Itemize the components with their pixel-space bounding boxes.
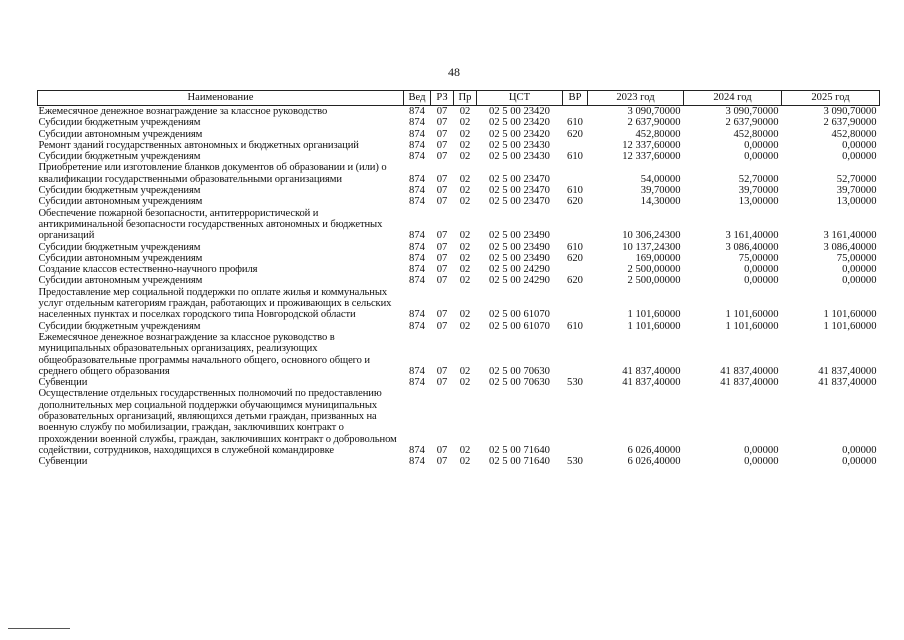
column-header-cst: ЦСТ [477, 91, 563, 106]
cell-name: Ежемесячное денежное вознаграждение за классное руководство в муниципальных образовательных организациях, реализующих общеобразовательные программы начального общего, основного общего и среднего общего образования [38, 331, 370, 377]
cell-rz: 07 [436, 185, 448, 197]
cell-rz: 07 [436, 128, 448, 140]
cell-ved: 874 [409, 106, 425, 117]
cell-pr: 02 [459, 456, 471, 468]
cell-2023: 2 500,00000 [627, 264, 681, 276]
cell-pr: 02 [459, 117, 471, 129]
column-header-2024: 2024 год [684, 91, 782, 106]
cell-name: Субсидии автономным учреждениям [38, 128, 203, 140]
cell-name: Обеспечение пожарной безопасности, антитеррористической и антикриминальной безопасности государственных автономных и бюджетных организаций [38, 207, 383, 242]
cell-rz: 07 [436, 151, 448, 163]
cell-name: Субсидии автономным учреждениям [38, 252, 203, 264]
cell-pr: 02 [459, 173, 471, 185]
table-row [38, 377, 880, 388]
cell-2025: 452,80000 [831, 128, 877, 140]
cell-2025: 75,00000 [836, 252, 877, 264]
cell-2025: 52,70000 [836, 173, 877, 185]
cell-pr: 02 [459, 139, 471, 151]
cell-rz: 07 [436, 320, 448, 332]
cell-2023: 2 500,00000 [627, 275, 681, 287]
cell-2024: 3 090,70000 [725, 106, 779, 117]
column-header-rz: РЗ [431, 91, 454, 106]
cell-name: Ремонт зданий государственных автономных и бюджетных организаций [38, 139, 359, 151]
cell-ved: 874 [409, 309, 425, 321]
cell-2023: 1 101,60000 [627, 320, 681, 332]
cell-name: Субсидии бюджетным учреждениям [38, 117, 201, 129]
cell-2023: 1 101,60000 [627, 309, 681, 321]
cell-cst: 02 5 00 71640 [489, 456, 550, 468]
cell-2024: 0,00000 [744, 456, 779, 468]
cell-2024: 41 837,40000 [720, 365, 779, 377]
cell-2024: 0,00000 [744, 264, 779, 276]
cell-ved: 874 [409, 117, 425, 129]
cell-2024: 52,70000 [738, 173, 779, 185]
cell-vr [563, 332, 588, 377]
cell-cst: 02 5 00 23430 [489, 151, 550, 163]
cell-vr: 610 [567, 241, 583, 253]
cell-rz: 07 [436, 139, 448, 151]
cell-name: Субвенции [38, 456, 88, 468]
table-row [38, 129, 880, 140]
cell-2025: 13,00000 [836, 196, 877, 208]
cell-2025: 41 837,40000 [818, 365, 877, 377]
cell-name: Субсидии бюджетным учреждениям [38, 320, 201, 332]
cell-ved: 874 [409, 275, 425, 287]
cell-rz: 07 [436, 309, 448, 321]
cell-ved: 874 [409, 320, 425, 332]
cell-pr: 02 [459, 377, 471, 389]
budget-table [37, 90, 880, 468]
cell-cst: 02 5 00 23490 [489, 230, 550, 242]
cell-pr: 02 [459, 365, 471, 377]
cell-2025: 3 161,40000 [823, 230, 877, 242]
table-header-row [38, 91, 880, 106]
cell-ved: 874 [409, 444, 425, 456]
table-row [38, 117, 880, 128]
cell-2024: 3 086,40000 [725, 241, 779, 253]
cell-2023: 2 637,90000 [627, 117, 681, 129]
cell-cst: 02 5 00 23470 [489, 185, 550, 197]
cell-rz: 07 [436, 252, 448, 264]
cell-ved: 874 [409, 230, 425, 242]
cell-ved: 874 [409, 252, 425, 264]
cell-name: Создание классов естественно-научного профиля [38, 264, 258, 276]
table-row [38, 264, 880, 275]
cell-2024: 41 837,40000 [720, 377, 779, 389]
cell-2025: 1 101,60000 [823, 320, 877, 332]
cell-cst: 02 5 00 23420 [489, 106, 550, 117]
table-row [38, 106, 880, 118]
cell-2023: 41 837,40000 [622, 377, 681, 389]
cell-cst: 02 5 00 71640 [489, 444, 550, 456]
table-row [38, 332, 880, 377]
cell-2023: 39,70000 [640, 185, 681, 197]
cell-name: Субсидии бюджетным учреждениям [38, 241, 201, 253]
cell-2024: 39,70000 [738, 185, 779, 197]
page-number: 48 [448, 65, 460, 79]
cell-cst: 02 5 00 23420 [489, 128, 550, 140]
table-row [38, 185, 880, 196]
cell-vr: 530 [567, 377, 583, 389]
table-row [38, 242, 880, 253]
cell-rz: 07 [436, 275, 448, 287]
cell-2024: 0,00000 [744, 275, 779, 287]
cell-vr: 620 [567, 196, 583, 208]
cell-name: Субсидии бюджетным учреждениям [38, 151, 201, 163]
cell-2023: 169,00000 [635, 252, 681, 264]
cell-pr: 02 [459, 106, 471, 117]
cell-rz: 07 [436, 241, 448, 253]
cell-2024: 2 637,90000 [725, 117, 779, 129]
cell-2023: 6 026,40000 [627, 444, 681, 456]
cell-cst: 02 5 00 24290 [489, 275, 550, 287]
cell-2025: 0,00000 [842, 456, 877, 468]
cell-2025: 0,00000 [842, 151, 877, 163]
footer-rule [8, 628, 70, 629]
cell-name: Субсидии автономным учреждениям [38, 196, 203, 208]
cell-cst: 02 5 00 23490 [489, 252, 550, 264]
cell-rz: 07 [436, 264, 448, 276]
cell-2025: 0,00000 [842, 264, 877, 276]
cell-2025: 0,00000 [842, 139, 877, 151]
cell-2024: 1 101,60000 [725, 309, 779, 321]
cell-pr: 02 [459, 275, 471, 287]
cell-cst: 02 5 00 23430 [489, 139, 550, 151]
cell-name: Предоставление мер социальной поддержки по оплате жилья и коммунальных услуг отдельным категориям граждан, работающих и проживающих в сельских населенных пунктах и поселках городского типа Новгородской области [38, 286, 392, 321]
cell-vr [563, 106, 588, 118]
cell-rz: 07 [436, 377, 448, 389]
cell-vr [563, 208, 588, 242]
cell-vr: 610 [567, 151, 583, 163]
cell-rz: 07 [436, 106, 448, 117]
cell-cst: 02 5 00 23490 [489, 241, 550, 253]
cell-2025: 0,00000 [842, 275, 877, 287]
cell-rz: 07 [436, 230, 448, 242]
cell-2025: 0,00000 [842, 444, 877, 456]
cell-vr [563, 388, 588, 456]
cell-ved: 874 [409, 185, 425, 197]
cell-ved: 874 [409, 365, 425, 377]
table-body [38, 106, 880, 468]
cell-2024: 13,00000 [738, 196, 779, 208]
column-header-ved: Вед [404, 91, 431, 106]
cell-ved: 874 [409, 151, 425, 163]
cell-2024: 452,80000 [733, 128, 779, 140]
cell-vr: 620 [567, 275, 583, 287]
table-row [38, 162, 880, 185]
cell-cst: 02 5 00 70630 [489, 365, 550, 377]
cell-vr: 610 [567, 117, 583, 129]
cell-vr: 530 [567, 456, 583, 468]
cell-2024: 0,00000 [744, 139, 779, 151]
table-row [38, 140, 880, 151]
cell-2024: 75,00000 [738, 252, 779, 264]
column-header-vr: ВР [563, 91, 588, 106]
cell-2024: 3 161,40000 [725, 230, 779, 242]
cell-name: Приобретение или изготовление бланков документов об образовании и (или) о квалификации государственными образовательными организациями [38, 162, 387, 185]
table-row [38, 287, 880, 321]
cell-pr: 02 [459, 151, 471, 163]
cell-name: Ежемесячное денежное вознаграждение за классное руководство [38, 106, 328, 117]
cell-2025: 3 086,40000 [823, 241, 877, 253]
table-row [38, 456, 880, 467]
cell-rz: 07 [436, 196, 448, 208]
cell-vr: 610 [567, 185, 583, 197]
cell-name: Субсидии бюджетным учреждениям [38, 185, 201, 197]
cell-pr: 02 [459, 320, 471, 332]
cell-ved: 874 [409, 377, 425, 389]
cell-2023: 14,30000 [640, 196, 681, 208]
table-row [38, 388, 880, 456]
cell-ved: 874 [409, 264, 425, 276]
table-row [38, 253, 880, 264]
table-row [38, 196, 880, 207]
cell-2023: 12 337,60000 [622, 139, 681, 151]
table-row [38, 321, 880, 332]
cell-2024: 0,00000 [744, 444, 779, 456]
column-header-2023: 2023 год [588, 91, 684, 106]
cell-rz: 07 [436, 117, 448, 129]
column-header-2025: 2025 год [782, 91, 880, 106]
column-header-name: Наименование [38, 91, 404, 106]
cell-pr: 02 [459, 196, 471, 208]
table-row [38, 208, 880, 242]
cell-2024: 0,00000 [744, 151, 779, 163]
cell-ved: 874 [409, 139, 425, 151]
cell-2023: 3 090,70000 [627, 106, 681, 117]
cell-name: Субсидии автономным учреждениям [38, 275, 203, 287]
cell-pr: 02 [459, 252, 471, 264]
cell-2023: 6 026,40000 [627, 456, 681, 468]
cell-vr [563, 264, 588, 275]
cell-pr: 02 [459, 185, 471, 197]
cell-2025: 1 101,60000 [823, 309, 877, 321]
cell-2024: 1 101,60000 [725, 320, 779, 332]
cell-rz: 07 [436, 173, 448, 185]
cell-pr: 02 [459, 444, 471, 456]
cell-cst: 02 5 00 23470 [489, 173, 550, 185]
cell-pr: 02 [459, 309, 471, 321]
cell-cst: 02 5 00 61070 [489, 309, 550, 321]
table-row [38, 275, 880, 286]
cell-2023: 41 837,40000 [622, 365, 681, 377]
cell-2023: 452,80000 [635, 128, 681, 140]
cell-2025: 3 090,70000 [823, 106, 877, 117]
cell-vr [563, 162, 588, 185]
cell-rz: 07 [436, 365, 448, 377]
cell-ved: 874 [409, 196, 425, 208]
cell-name: Осуществление отдельных государственных полномочий по предоставлению дополнительных мер социальной поддержки обучающимся муниципальных образовательных организаций, являющихся детьми граждан, призванных на военную службу по мобилизации, граждан, заключивших контракт о прохождении военной службы, граждан, заключивших контракт о добровольном содействии, сотрудников, находящихся в служебной командировке [38, 388, 397, 456]
cell-name: Субвенции [38, 377, 88, 389]
cell-vr [563, 140, 588, 151]
cell-vr: 620 [567, 128, 583, 140]
cell-vr: 610 [567, 320, 583, 332]
cell-ved: 874 [409, 241, 425, 253]
cell-cst: 02 5 00 23420 [489, 117, 550, 129]
cell-pr: 02 [459, 241, 471, 253]
cell-2023: 10 137,24300 [622, 241, 681, 253]
cell-pr: 02 [459, 230, 471, 242]
cell-vr [563, 287, 588, 321]
cell-pr: 02 [459, 128, 471, 140]
cell-vr: 620 [567, 252, 583, 264]
cell-2023: 12 337,60000 [622, 151, 681, 163]
cell-cst: 02 5 00 70630 [489, 377, 550, 389]
cell-pr: 02 [459, 264, 471, 276]
cell-cst: 02 5 00 61070 [489, 320, 550, 332]
cell-ved: 874 [409, 173, 425, 185]
cell-2023: 54,00000 [640, 173, 681, 185]
cell-rz: 07 [436, 456, 448, 468]
cell-cst: 02 5 00 23470 [489, 196, 550, 208]
cell-cst: 02 5 00 24290 [489, 264, 550, 276]
cell-ved: 874 [409, 128, 425, 140]
cell-ved: 874 [409, 456, 425, 468]
cell-rz: 07 [436, 444, 448, 456]
cell-2025: 41 837,40000 [818, 377, 877, 389]
table-row [38, 151, 880, 162]
cell-2025: 39,70000 [836, 185, 877, 197]
cell-2023: 10 306,24300 [622, 230, 681, 242]
column-header-pr: Пр [454, 91, 477, 106]
cell-2025: 2 637,90000 [823, 117, 877, 129]
